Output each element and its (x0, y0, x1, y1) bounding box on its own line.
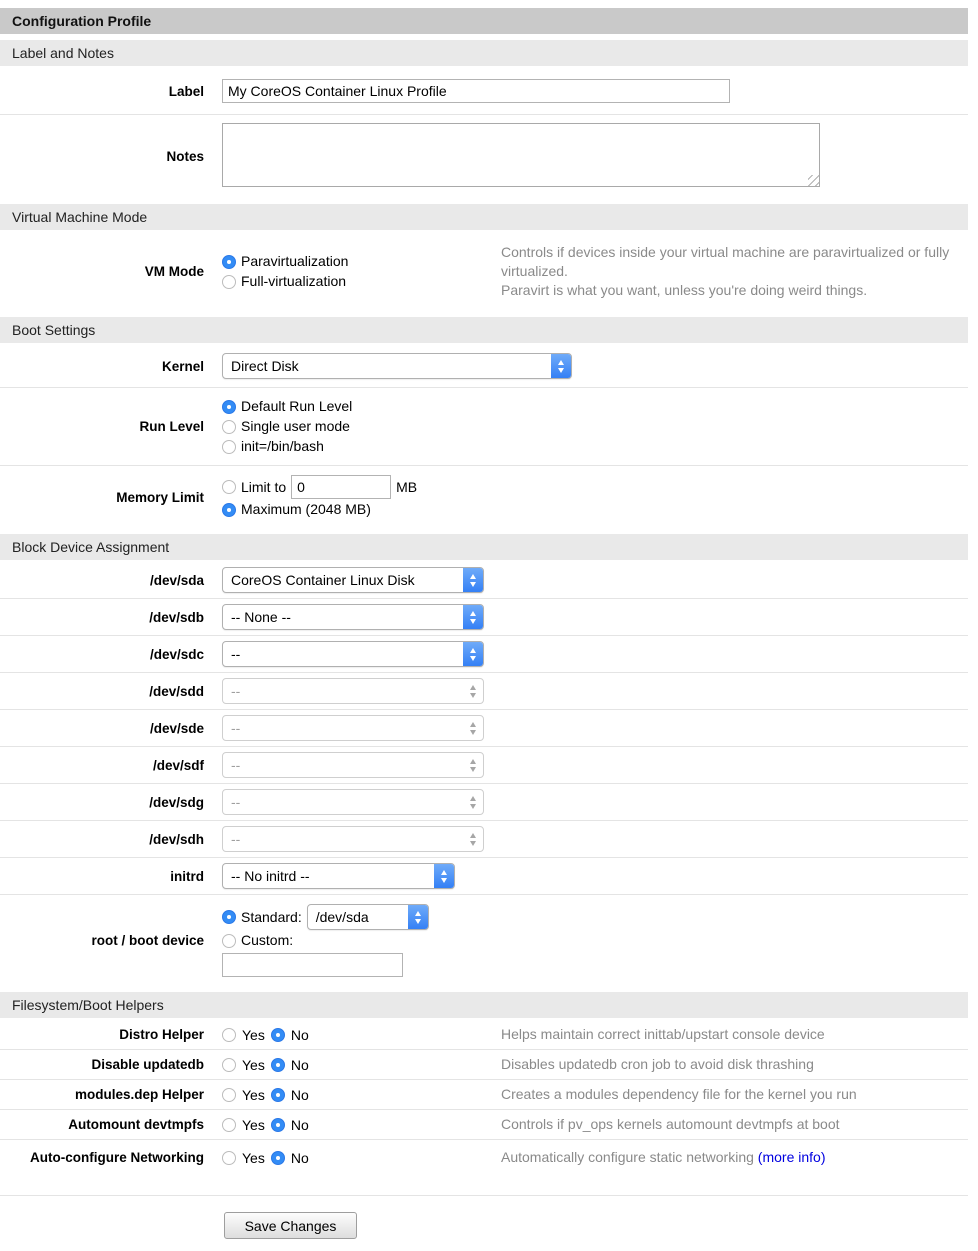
section-filesystem-boot-helpers: Filesystem/Boot Helpers (0, 992, 968, 1018)
select-stepper-icon (463, 790, 483, 814)
custom-root-radio[interactable] (222, 934, 236, 948)
paravirtualization-label: Paravirtualization (241, 253, 349, 269)
more-info-link[interactable]: (more info) (757, 1149, 826, 1165)
standard-root-label: Standard: (241, 908, 302, 925)
custom-root-label: Custom: (241, 932, 294, 948)
auto-configure-networking-row (0, 1139, 968, 1175)
select-stepper-icon (463, 753, 483, 777)
vm-mode-help (501, 243, 968, 300)
root-boot-device-row (0, 894, 968, 986)
dev-sde-select (222, 715, 484, 741)
custom-root-input[interactable] (222, 953, 403, 977)
select-stepper-icon (463, 679, 483, 703)
dev-sdh-label: /dev/sdh (149, 831, 204, 847)
label-input[interactable] (222, 79, 730, 103)
kernel-select[interactable] (222, 353, 572, 379)
auto-configure-yes-label: Yes (242, 1149, 265, 1166)
disable-updatedb-no-radio[interactable] (271, 1058, 285, 1072)
select-stepper-icon (408, 905, 428, 929)
section-block-device-assignment: Block Device Assignment (0, 534, 968, 560)
modules-dep-help: Creates a modules dependency file for the kernel you run (501, 1086, 857, 1102)
initrd-row (0, 857, 968, 894)
disable-updatedb-row (0, 1049, 968, 1079)
run-level-row (0, 387, 968, 465)
distro-helper-row (0, 1020, 968, 1049)
distro-helper-yes-label: Yes (242, 1026, 265, 1043)
distro-helper-yes-radio[interactable] (222, 1028, 236, 1042)
standard-root-select-value: /dev/sda (315, 908, 369, 925)
maximum-memory-label: Maximum (2048 MB) (241, 501, 371, 517)
dev-sdg-row (0, 783, 968, 820)
distro-helper-no-label: No (290, 1026, 309, 1043)
select-stepper-icon (463, 605, 483, 629)
dev-sdd-row (0, 672, 968, 709)
automount-devtmpfs-help: Controls if pv_ops kernels automount devtmpfs at boot (501, 1116, 840, 1132)
vm-mode-row (0, 232, 968, 311)
dev-sdc-select-value: -- (231, 646, 241, 662)
dev-sdg-label: /dev/sdg (149, 794, 204, 810)
dev-sdh-row (0, 820, 968, 857)
disable-updatedb-yes-label: Yes (242, 1056, 265, 1073)
memory-limit-label: Memory Limit (116, 489, 204, 505)
dev-sda-label: /dev/sda (149, 572, 204, 588)
dev-sdc-row (0, 635, 968, 672)
modules-dep-yes-radio[interactable] (222, 1088, 236, 1102)
dev-sdd-select (222, 678, 484, 704)
distro-helper-help: Helps maintain correct inittab/upstart console device (501, 1026, 825, 1042)
dev-sde-select-value: -- (231, 720, 241, 736)
maximum-memory-radio[interactable] (222, 503, 236, 517)
section-virtual-machine-mode: Virtual Machine Mode (0, 204, 968, 230)
full-virtualization-radio[interactable] (222, 275, 236, 289)
auto-configure-yes-radio[interactable] (222, 1151, 236, 1165)
vm-mode-help-line1: Controls if devices inside your virtual machine are paravirtualized or fully virtualized. (501, 244, 950, 279)
init-bin-bash-radio[interactable] (222, 440, 236, 454)
dev-sdf-select-value: -- (231, 757, 241, 773)
modules-dep-no-label: No (290, 1086, 309, 1103)
notes-field-label: Notes (166, 149, 204, 164)
dev-sde-row (0, 709, 968, 746)
disable-updatedb-yes-radio[interactable] (222, 1058, 236, 1072)
memory-limit-unit: MB (396, 478, 418, 495)
default-run-level-radio[interactable] (222, 400, 236, 414)
memory-limit-row (0, 465, 968, 528)
standard-root-select[interactable] (307, 904, 429, 930)
root-boot-device-label: root / boot device (91, 933, 204, 948)
auto-configure-no-label: No (290, 1149, 309, 1166)
paravirtualization-radio[interactable] (222, 255, 236, 269)
select-stepper-icon (463, 716, 483, 740)
automount-devtmpfs-row (0, 1109, 968, 1139)
select-stepper-icon (551, 354, 571, 378)
textarea-resize-grip-icon[interactable] (808, 175, 819, 186)
automount-devtmpfs-label: Automount devtmpfs (68, 1117, 204, 1132)
save-changes-button[interactable]: Save Changes (224, 1212, 357, 1239)
run-level-label: Run Level (139, 419, 204, 434)
vm-mode-label: VM Mode (144, 264, 204, 279)
automount-devtmpfs-no-label: No (290, 1116, 309, 1133)
dev-sdc-select[interactable] (222, 641, 484, 667)
select-stepper-icon (463, 642, 483, 666)
notes-row (0, 114, 968, 198)
memory-limit-input[interactable] (291, 475, 391, 499)
dev-sda-select[interactable] (222, 567, 484, 593)
modules-dep-yes-label: Yes (242, 1086, 265, 1103)
limit-to-label: Limit to (241, 478, 287, 495)
label-field-label: Label (168, 83, 204, 99)
dev-sda-select-value: CoreOS Container Linux Disk (231, 572, 415, 588)
auto-configure-help-text: Automatically configure static networking (501, 1149, 754, 1165)
dev-sdb-select[interactable] (222, 604, 484, 630)
select-stepper-icon (463, 568, 483, 592)
dev-sdf-row (0, 746, 968, 783)
page-title: Configuration Profile (0, 8, 968, 34)
modules-dep-helper-row (0, 1079, 968, 1109)
disable-updatedb-help: Disables updatedb cron job to avoid disk thrashing (501, 1056, 814, 1072)
dev-sdh-select (222, 826, 484, 852)
footer-divider (0, 1195, 968, 1196)
section-boot-settings: Boot Settings (0, 317, 968, 343)
kernel-label: Kernel (161, 358, 204, 374)
dev-sdf-select (222, 752, 484, 778)
auto-configure-networking-label: Auto-configure Networking (30, 1150, 204, 1165)
initrd-label: initrd (170, 868, 204, 884)
auto-configure-no-radio[interactable] (271, 1151, 285, 1165)
select-stepper-icon (434, 864, 454, 888)
modules-dep-no-radio[interactable] (271, 1088, 285, 1102)
modules-dep-helper-label: modules.dep Helper (74, 1087, 204, 1102)
default-run-level-label: Default Run Level (241, 398, 353, 414)
kernel-select-value: Direct Disk (231, 358, 299, 374)
distro-helper-no-radio[interactable] (271, 1028, 285, 1042)
select-stepper-icon (463, 827, 483, 851)
notes-textarea[interactable] (222, 123, 820, 187)
kernel-row (0, 345, 968, 387)
dev-sdf-label: /dev/sdf (152, 757, 204, 773)
dev-sdd-label: /dev/sdd (149, 683, 204, 699)
dev-sdb-label: /dev/sdb (149, 609, 204, 625)
limit-to-radio[interactable] (222, 480, 236, 494)
distro-helper-label: Distro Helper (119, 1027, 204, 1042)
dev-sda-row (0, 562, 968, 598)
dev-sdg-select (222, 789, 484, 815)
dev-sdc-label: /dev/sdc (149, 646, 204, 662)
init-bin-bash-label: init=/bin/bash (241, 438, 324, 454)
dev-sdb-select-value: -- None -- (231, 609, 291, 625)
single-user-mode-radio[interactable] (222, 420, 236, 434)
dev-sdd-select-value: -- (231, 683, 241, 699)
automount-devtmpfs-yes-label: Yes (242, 1116, 265, 1133)
single-user-mode-label: Single user mode (241, 418, 350, 434)
dev-sdh-select-value: -- (231, 831, 241, 847)
full-virtualization-label: Full-virtualization (241, 273, 347, 289)
configuration-profile-form (0, 8, 968, 1239)
initrd-select[interactable] (222, 863, 455, 889)
vm-mode-help-line2: Paravirt is what you want, unless you're doing weird things. (501, 282, 868, 298)
disable-updatedb-no-label: No (290, 1056, 309, 1073)
initrd-select-value: -- No initrd -- (231, 868, 310, 884)
disable-updatedb-label: Disable updatedb (91, 1057, 204, 1072)
automount-devtmpfs-yes-radio[interactable] (222, 1118, 236, 1132)
label-row (0, 68, 968, 114)
section-label-and-notes: Label and Notes (0, 40, 968, 66)
dev-sdg-select-value: -- (231, 794, 241, 810)
auto-configure-help (501, 1148, 968, 1167)
standard-root-radio[interactable] (222, 910, 236, 924)
automount-devtmpfs-no-radio[interactable] (271, 1118, 285, 1132)
dev-sdb-row (0, 598, 968, 635)
dev-sde-label: /dev/sde (149, 720, 204, 736)
